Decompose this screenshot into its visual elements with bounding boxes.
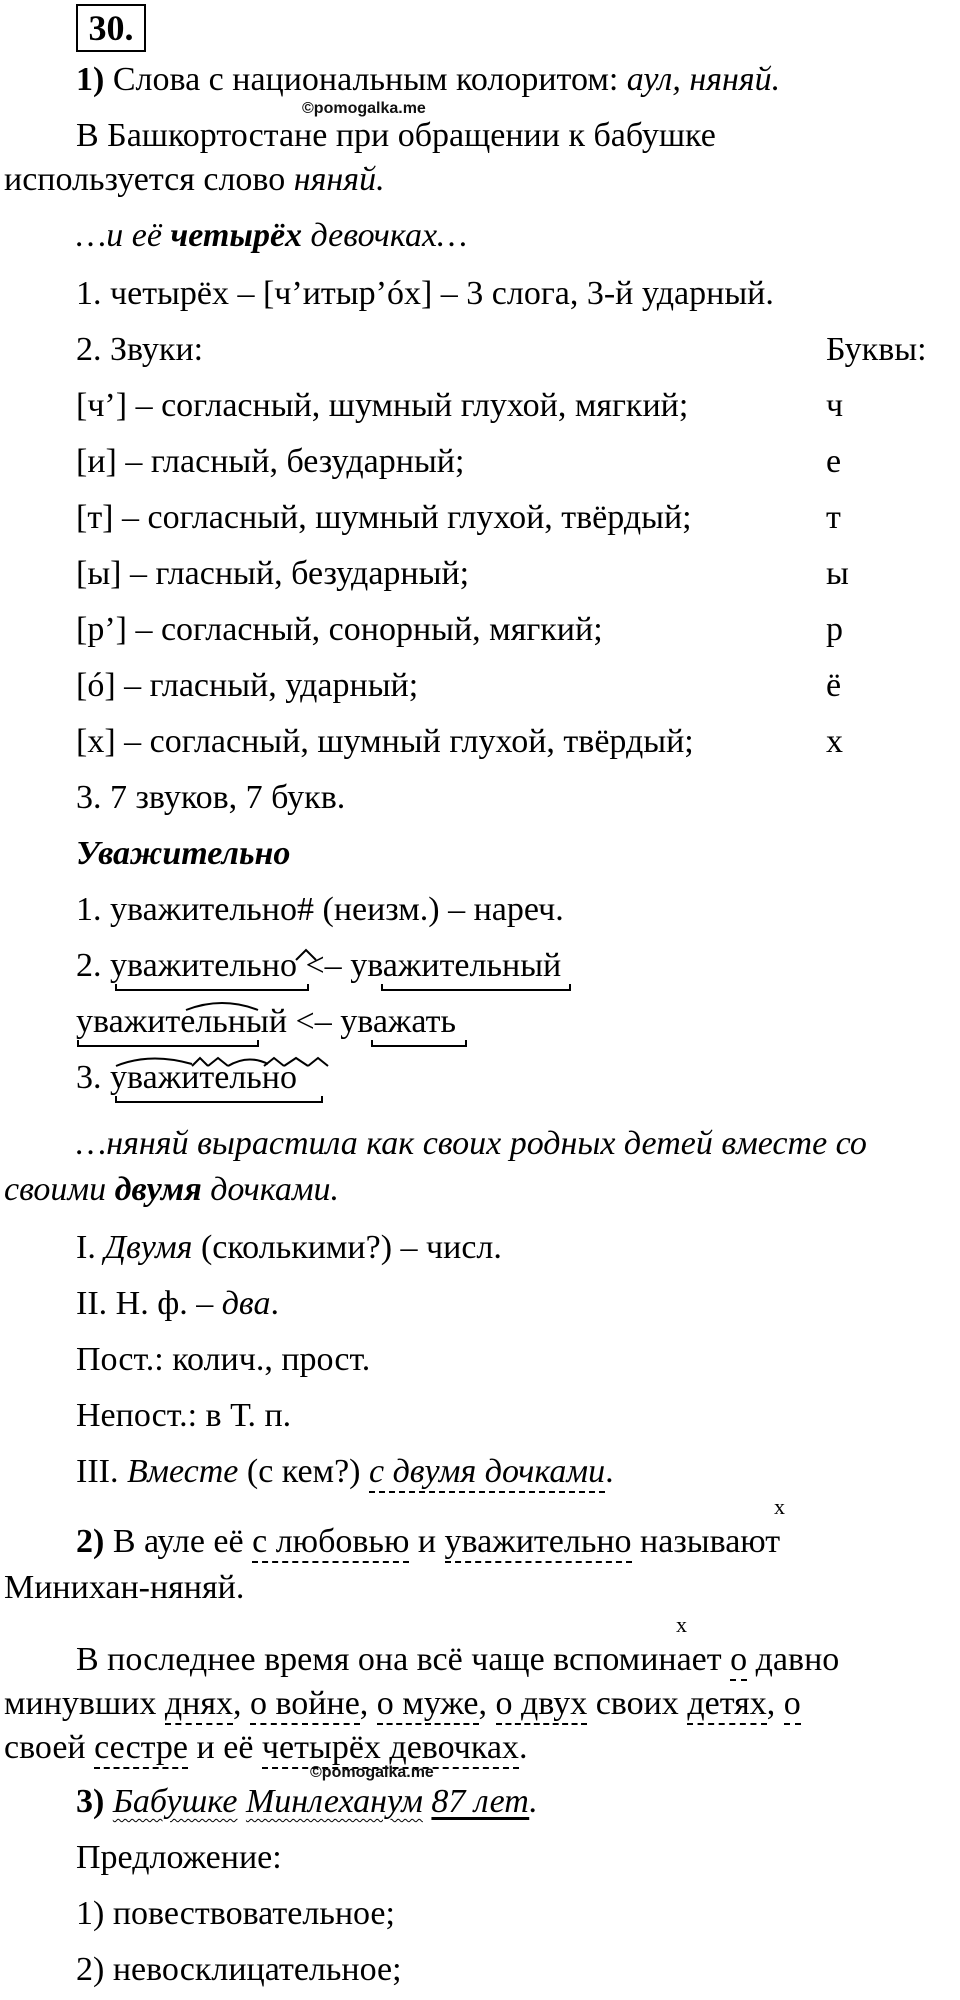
sound-row: [ы] – гласный, безударный; (76, 555, 470, 592)
sound-row: [т] – согласный, шумный глухой, твёрдый; (76, 499, 692, 536)
sound-row: [и] – гласный, безударный; (76, 443, 465, 480)
object-underline: Бабушке (112, 1783, 238, 1820)
predicate-underline: 87 лет (431, 1783, 530, 1820)
paragraph-2-line-1: В Башкортостане при обращении к бабушке (76, 117, 716, 154)
object-underline: детях (687, 1685, 766, 1725)
quote-1: …и её четырёх девочках… (76, 217, 468, 254)
base-word: уважительный (350, 947, 562, 984)
object-underline: о муже (377, 1685, 479, 1725)
derived-word: уважительный (76, 1003, 288, 1040)
object-underline: сестре (94, 1729, 188, 1769)
numeral-analysis-4: Непост.: в Т. п. (76, 1397, 292, 1434)
parsed-word: уважительно (110, 1059, 297, 1096)
sound-row: [р’] – согласный, сонорный, мягкий; (76, 611, 603, 648)
letter-cell: т (826, 499, 841, 536)
numeral-analysis-5: III. Вместе (с кем?) с двумя дочками. (76, 1452, 614, 1492)
watermark-bottom: ©pomogalka.me (310, 1764, 434, 1781)
numeral-analysis-1: I. Двумя (сколькими?) – числ. (76, 1229, 502, 1266)
sounds-heading: 2. Звуки: (76, 331, 204, 368)
morph-marks-item-3 (0, 1058, 960, 1108)
sentence-item: 1) повествовательное; (76, 1895, 395, 1932)
circumstance-underline: уважительно (445, 1523, 632, 1563)
phonetic-item-1: 1. четырёх – [ч’итыр’óх] – 3 слога, 3-й ударный. (76, 275, 774, 312)
letter-cell: е (826, 443, 842, 480)
paragraph-4-line-3: своей сестре и её четырёх девочках. (4, 1728, 527, 1768)
paragraph-5: 3) Бабушке Минлеханум 87 лет. (76, 1783, 538, 1820)
letter-cell: ё (826, 667, 842, 704)
paragraph-1: 1) Слова с национальным колоритом: аул, няняй. (76, 61, 781, 98)
morph-item-3: 3. уважительно (76, 1059, 297, 1096)
object-underline: четырёх девочках (262, 1729, 519, 1769)
letter-cell: р (826, 611, 843, 648)
letter-cell: ы (826, 555, 849, 592)
object-underline: о (730, 1641, 747, 1681)
numeral-analysis-3: Пост.: колич., прост. (76, 1341, 371, 1378)
object-underline: о (784, 1685, 801, 1725)
sound-row: [ó] – гласный, ударный; (76, 667, 419, 704)
morph-item-2b: уважительный <– уважать (76, 1003, 456, 1040)
word-heading: Уважительно (76, 835, 291, 872)
paragraph-2-line-2: используется слово няняй. (4, 161, 385, 198)
base-word: уважать (340, 1003, 456, 1040)
paragraph-3-line-2: Минихан-няняй. (4, 1569, 245, 1606)
mark-x: х (676, 1612, 687, 1637)
task-label-1: 1) (76, 61, 105, 98)
paragraph-4-line-1: В последнее время она всё чаще вспоминает о давно (76, 1640, 839, 1680)
morph-marks-item-2b (0, 1002, 960, 1052)
object-underline: о двух (496, 1685, 588, 1725)
letter-cell: х (826, 723, 843, 760)
circumstance-underline: с любовью (252, 1523, 409, 1563)
phonetic-item-3: 3. 7 звуков, 7 букв. (76, 779, 346, 816)
circumstance-underline: с двумя дочками (369, 1453, 605, 1493)
attribute-underline: Минлеханум (245, 1783, 423, 1820)
quote-2-line-2: своими двумя дочками. (4, 1171, 340, 1208)
exercise-number: 30. (76, 4, 146, 52)
object-underline: днях (165, 1685, 233, 1725)
paragraph-3-line-1: 2) В ауле её с любовью и уважительно называют (76, 1522, 780, 1562)
quote-2-line-1: …няняй вырастила как своих родных детей вместе со (76, 1125, 867, 1162)
morph-item-2: 2. уважительно <– уважительный (76, 947, 562, 984)
letter-cell: ч (826, 387, 844, 424)
paragraph-4-line-2: минувших днях, о войне, о муже, о двух своих детях, о (4, 1684, 801, 1724)
letters-heading: Буквы: (826, 331, 927, 368)
object-underline: о войне (250, 1685, 360, 1725)
derived-word: уважительно (110, 947, 297, 984)
morph-item-1: 1. уважительно# (неизм.) – нареч. (76, 891, 564, 928)
sentence-head: Предложение: (76, 1839, 282, 1876)
sound-row: [х] – согласный, шумный глухой, твёрдый; (76, 723, 694, 760)
morph-marks-item-2 (0, 946, 960, 996)
watermark-top: ©pomogalka.me (302, 100, 426, 117)
numeral-analysis-2: II. Н. ф. – два. (76, 1285, 279, 1322)
sound-row: [ч’] – согласный, шумный глухой, мягкий; (76, 387, 689, 424)
sentence-item: 2) невосклицательное; (76, 1951, 402, 1988)
national-words: аул, няняй. (626, 61, 781, 98)
mark-x: х (774, 1494, 785, 1519)
